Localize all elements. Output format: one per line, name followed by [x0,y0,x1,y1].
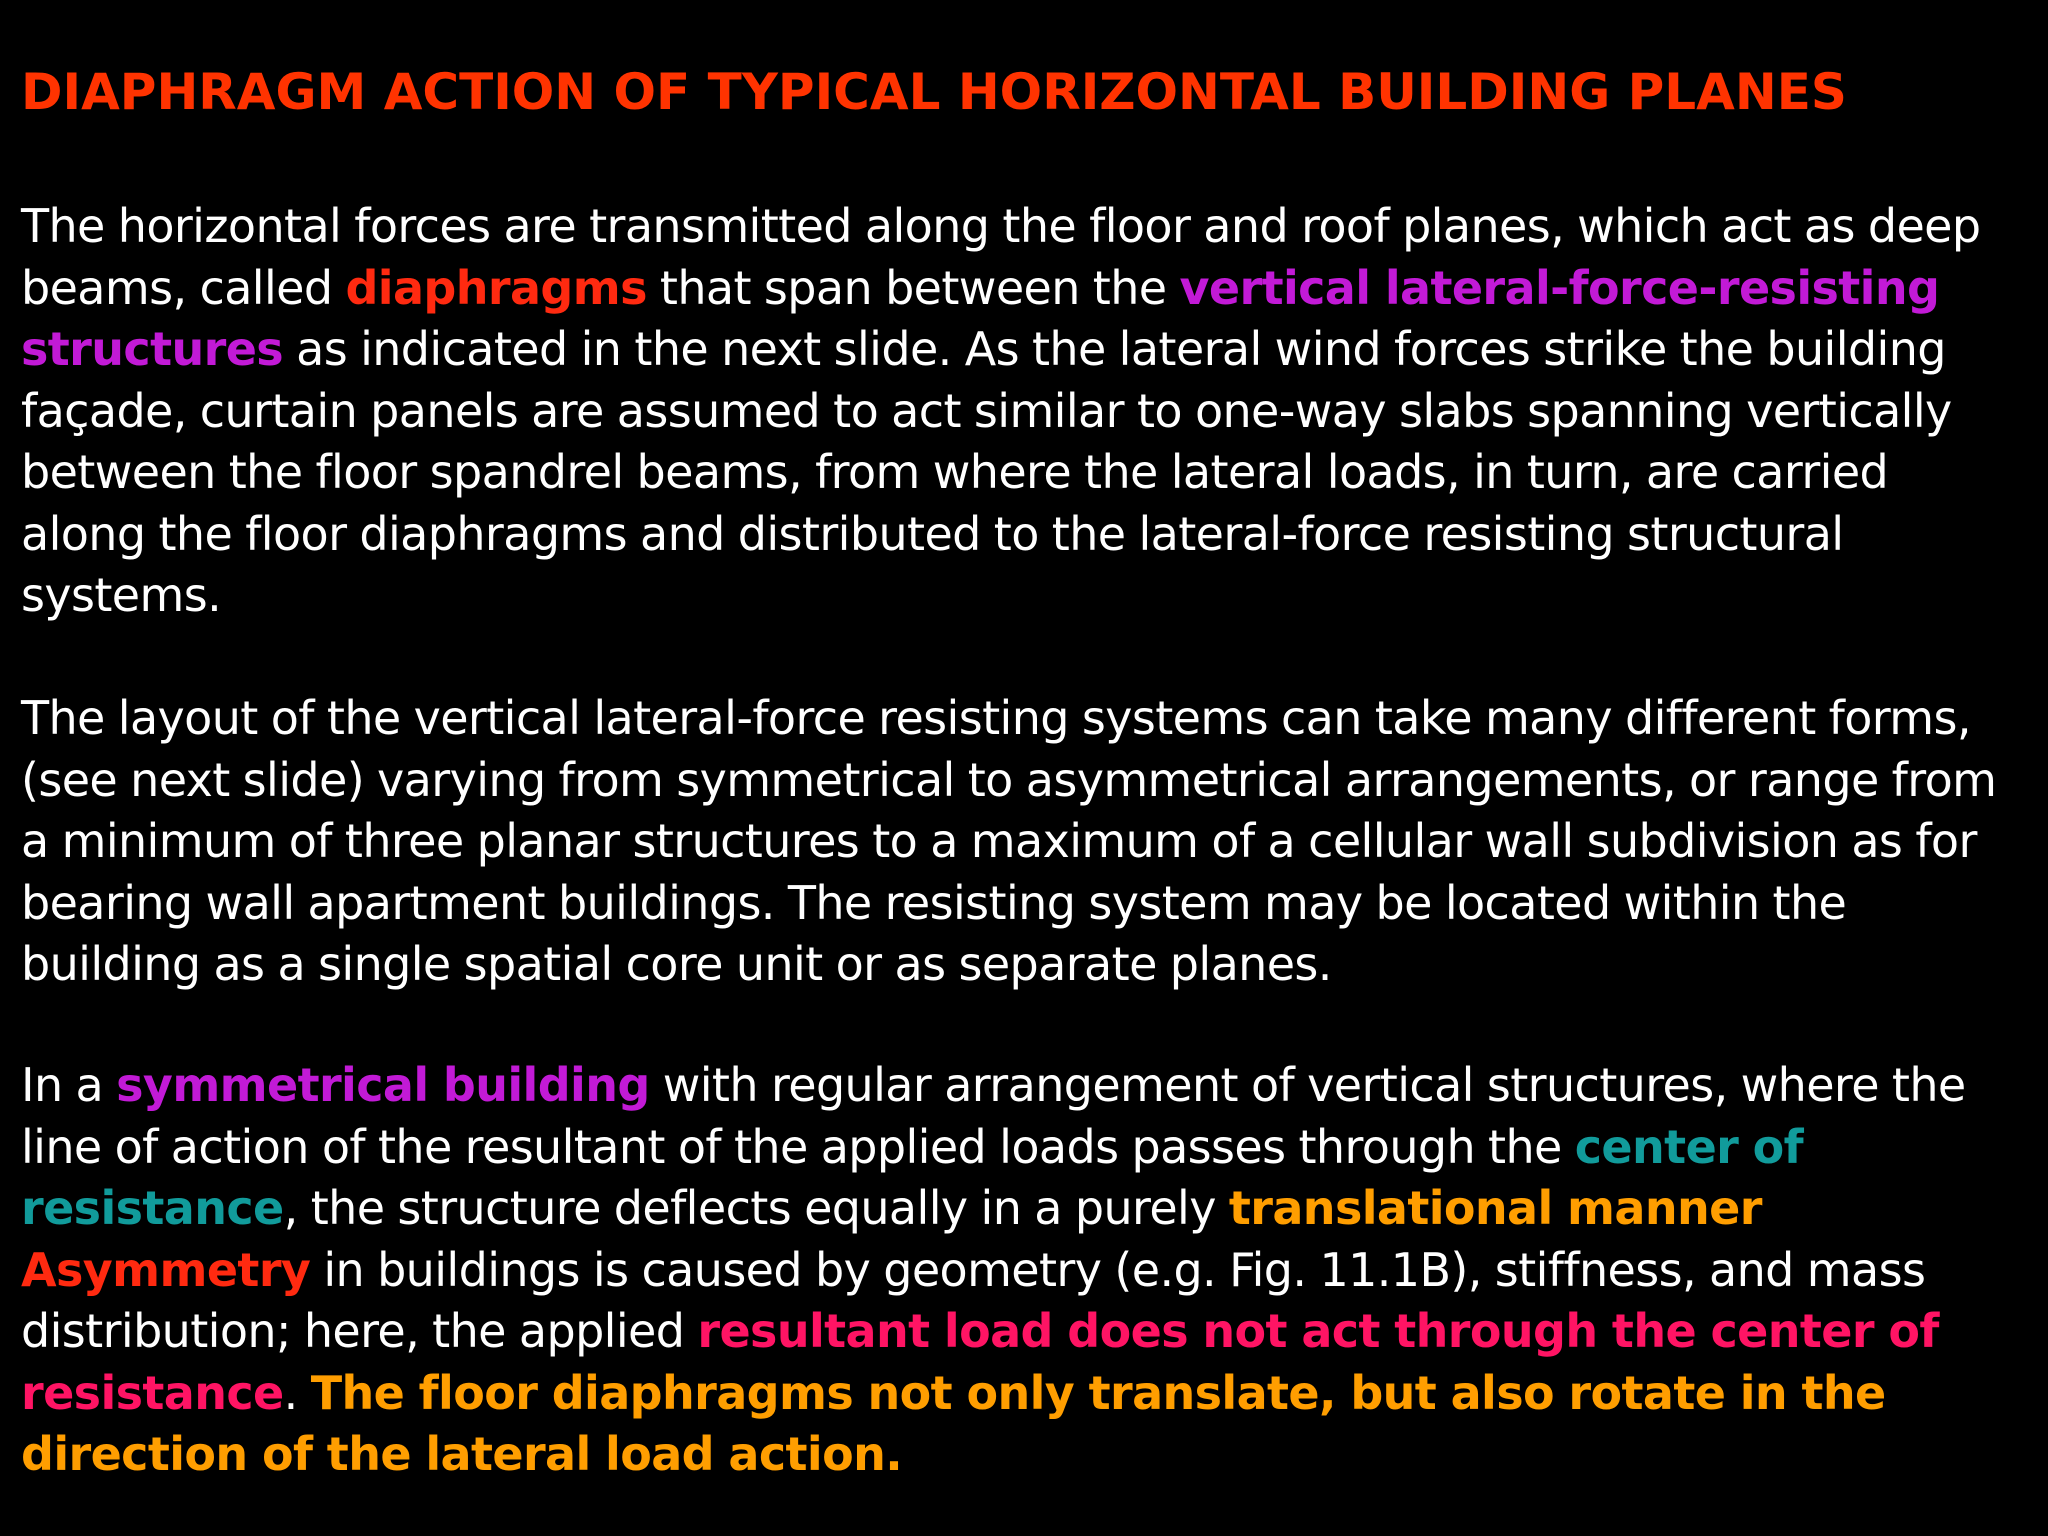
text-run: distribution; here, the applied [21,1304,698,1358]
highlight-translational-manner: translational manner [1228,1181,1762,1235]
highlight-symmetrical-building: symmetrical building [116,1058,650,1112]
text-line [21,565,1980,627]
highlight-resultant-load: resultant load does not act through the center of [697,1304,1939,1358]
text-run: line of action of the resultant of the applied loads passes through the [21,1119,1575,1174]
text-line [21,1424,1966,1486]
text-run: The layout of the vertical lateral-force resisting systems can take many different forms, [21,691,1971,745]
text-line [21,196,1980,258]
text-run: with regular arrangement of vertical structures, where the [649,1058,1966,1112]
text-run: façade, curtain panels are assumed to act similar to one-way slabs spanning vertically [21,383,1952,438]
highlight-vertical-lateral-force-resisting: vertical lateral-force-resisting [1179,260,1940,315]
text-run: beams, called [21,260,346,315]
text-run: building as a single spatial core unit or as separate planes. [21,937,1332,991]
text-line [21,442,1980,504]
highlight-diaphragms: diaphragms [345,260,647,315]
paragraph-layout-systems [21,688,1996,996]
paragraph-diaphragm-forces [21,196,1980,627]
text-line [21,1301,1966,1363]
text-run: between the floor spandrel beams, from where the lateral loads, in turn, are carried [21,445,1889,499]
highlight-resistance-2: resistance [21,1365,284,1420]
highlight-resistance: resistance [21,1181,284,1235]
text-run: . [283,1365,311,1420]
text-run: The horizontal forces are transmitted along the floor and roof planes, which act as deep [21,199,1981,253]
text-run: in buildings is caused by geometry (e.g. Fig. 11.1B), stiffness, and mass [310,1242,1926,1297]
text-line [21,688,1996,750]
text-line [21,1363,1966,1425]
text-line [21,1240,1966,1302]
highlight-floor-diaphragms-rotate: The floor diaphragms not only translate, but also rotate in the [310,1365,1886,1420]
text-run: that span between the [646,260,1180,315]
text-line [21,319,1980,381]
text-line [21,1178,1966,1240]
text-line [21,1055,1966,1117]
highlight-center-of: center of [1574,1119,1804,1174]
text-run: along the floor diaphragms and distributed to the lateral-force resisting structural [21,506,1844,561]
text-line [21,811,1996,873]
text-line [21,1117,1966,1179]
text-line [21,381,1980,443]
highlight-structures: structures [21,322,284,376]
text-run: systems. [21,568,222,622]
paragraph-symmetry-asymmetry [21,1055,1966,1486]
text-run: In a [21,1058,117,1112]
text-run: as indicated in the next slide. As the lateral wind forces strike the building [283,322,1946,376]
text-run: , the structure deflects equally in a purely [283,1181,1229,1235]
text-line [21,258,1980,320]
text-line [21,750,1996,812]
slide-title: DIAPHRAGM ACTION OF TYPICAL HORIZONTAL BUILDING PLANES [21,63,1847,121]
text-line [21,934,1996,996]
text-run: bearing wall apartment buildings. The resisting system may be located within the [21,875,1847,930]
highlight-direction-of-load: direction of the lateral load action. [21,1427,903,1481]
text-line [21,873,1996,935]
text-line [21,504,1980,566]
text-run: (see next slide) varying from symmetrical to asymmetrical arrangements, or range from [21,752,1997,807]
highlight-asymmetry: Asymmetry [21,1242,311,1297]
text-run: a minimum of three planar structures to a maximum of a cellular wall subdivision as for [21,814,1977,868]
